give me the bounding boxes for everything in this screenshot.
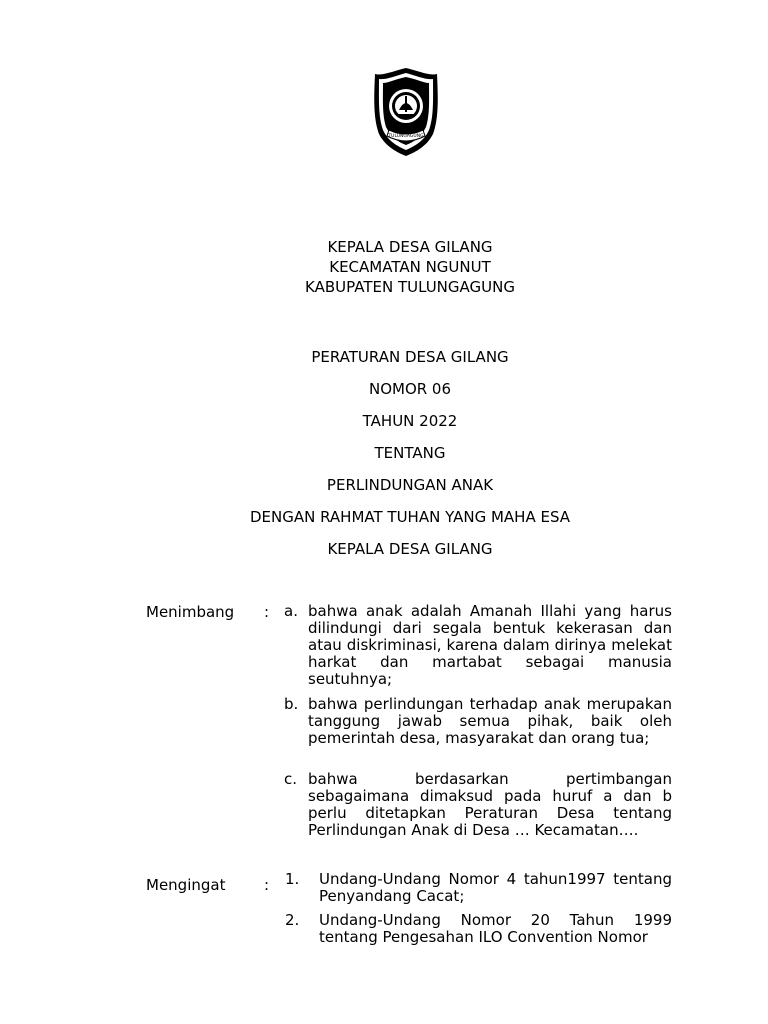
regulation-number: NOMOR 06 — [368, 380, 452, 398]
regulation-title: PERATURAN DESA GILANG — [311, 348, 509, 366]
menimbang-item-b: bahwa perlindungan terhadap anak merupakan tanggung jawab semua pihak, baik oleh pemerintah desa, masyarakat dan orang tua; — [308, 695, 672, 747]
menimbang-marker-b: b. — [284, 695, 299, 713]
regulation-subject: PERLINDUNGAN ANAK — [326, 476, 494, 494]
menimbang-item-c: bahwa berdasarkan pertimbangan sebagaimana dimaksud pada huruf a dan b perlu ditetapkan Peraturan Desa tentang Perlindungan Anak di Desa … Kecamatan…. — [308, 770, 672, 839]
header-line-3: KABUPATEN TULUNGAGUNG — [305, 278, 515, 296]
svg-text:TULUNGAGUNG: TULUNGAGUNG — [388, 134, 424, 139]
invocation: DENGAN RAHMAT TUHAN YANG MAHA ESA — [249, 508, 571, 526]
mengingat-item-1: Undang-Undang Nomor 4 tahun1997 tentang Penyandang Cacat; — [319, 870, 672, 905]
mengingat-marker-1: 1. — [285, 870, 300, 888]
mengingat-label: Mengingat — [146, 876, 226, 894]
mengingat-item-2: Undang-Undang Nomor 20 Tahun 1999 tentang Pengesahan ILO Convention Nomor — [319, 911, 672, 946]
header-line-2: KECAMATAN NGUNUT — [329, 258, 491, 276]
header-line-1: KEPALA DESA GILANG — [327, 238, 493, 256]
issuer: KEPALA DESA GILANG — [327, 540, 493, 558]
menimbang-colon: : — [264, 603, 270, 621]
menimbang-label: Menimbang — [146, 603, 235, 621]
menimbang-item-a: bahwa anak adalah Amanah Illahi yang harus dilindungi dari segala bentuk kekerasan dan atau diskriminasi, karena dalam dirinya melekat harkat dan martabat sebagai manusia seutuhnya; — [308, 602, 672, 688]
regulation-about: TENTANG — [374, 444, 446, 462]
menimbang-marker-c: c. — [284, 770, 298, 788]
mengingat-marker-2: 2. — [285, 911, 300, 929]
regulation-year: TAHUN 2022 — [362, 412, 458, 430]
menimbang-marker-a: a. — [284, 602, 298, 620]
mengingat-colon: : — [264, 876, 270, 894]
regency-emblem-icon — [371, 66, 441, 158]
